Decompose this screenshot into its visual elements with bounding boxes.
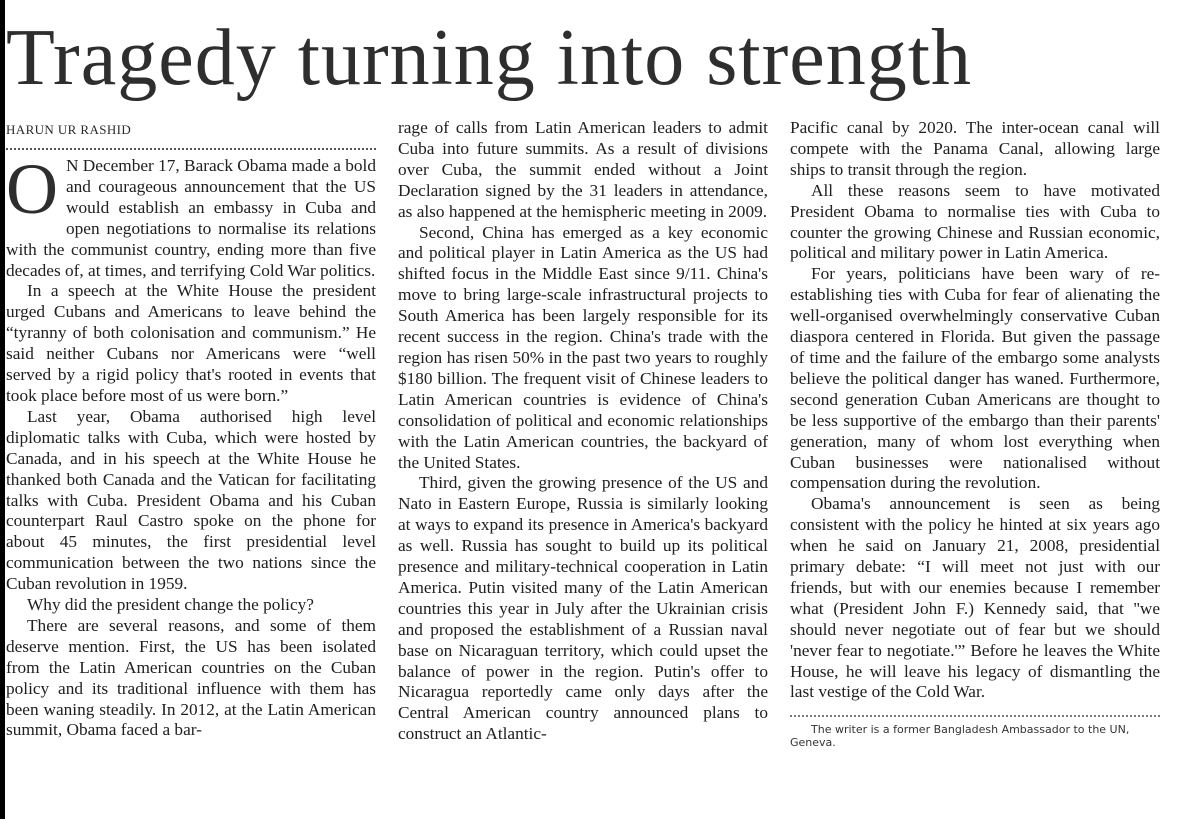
- author-byline: HARUN UR RASHID: [6, 122, 132, 137]
- drop-cap: O: [6, 149, 58, 229]
- paragraph: There are several reasons, and some of them deserve mention. First, the US has been isolated from the Latin American countries on the Cuban policy and its traditional influence with them has been waning steadily. In 2012, at the Latin American summit, Obama faced a bar-: [6, 615, 376, 740]
- paragraph: Pacific canal by 2020. The inter-ocean canal will compete with the Panama Canal, allowing large ships to transit through the region.: [790, 118, 1160, 179]
- footer-divider: [790, 715, 1160, 717]
- paragraph: Obama's announcement is seen as being consistent with the policy he hinted at six years ago when he said on January 21, 2008, presidential primary debate: “I will meet not just with our friends, but with our enemies because I remember what (President John F.) Kennedy said, that ''we should never negotiate out of fear but we should 'never fear to negotiate.'” Before he leaves the White House, he will leave his legacy of dismantling the last vestige of the Cold War.: [790, 494, 1160, 702]
- article-headline: Tragedy turning into strength: [6, 14, 972, 102]
- paragraph: In a speech at the White House the president urged Cubans and Americans to leave behind the “tyranny of both colonisation and communism.” He said neither Cubans nor Americans were “well served by a rigid policy that's rooted in events that took place before most of us were born.”: [6, 281, 376, 405]
- article-column-1: [6, 118, 376, 819]
- paragraph: Why did the president change the policy?: [27, 595, 314, 615]
- paragraph: Second, China has emerged as a key economic and political player in Latin America as the US had shifted focus in the Middle East since 9/11. China's move to bring large-scale infrastructural projects to South America has been largely responsible for its recent success in the region. China's trade with the region has risen 50% in the past two years to roughly $180 billion. The frequent visit of Chinese leaders to Latin American countries is evidence of China's consolidation of political and economic relationships with the Latin American countries, the backyard of the United States.: [398, 222, 768, 472]
- paragraph: Third, given the growing presence of the US and Nato in Eastern Europe, Russia is similarly looking at ways to expand its presence in America's backyard as well. Russia has sought to build up its political presence and military-technical cooperation in Latin America. Putin visited many of the Latin American countries this year in July after the Ukrainian crisis and proposed the establishment of a Russian naval base on Nicaraguan territory, which could upset the balance of power in the region. Putin's offer to Nicaragua reportedly came only days after the Central American country announced plans to construct an Atlantic-: [398, 473, 768, 744]
- lead-paragraph: [6, 149, 376, 281]
- paragraph: For years, politicians have been wary of re-establishing ties with Cuba for fear of alienating the well-organised overwhelmingly conservative Cuban diaspora centered in Florida. But given the passage of time and the failure of the embargo some analysts believe the political danger has waned. Furthermore, second generation Cuban Americans are thought to be less supportive of the embargo than their parents' generation, many of whom lost everything when Cuban businesses were nationalised without compensation during the revolution.: [790, 264, 1160, 493]
- author-note: The writer is a former Bangladesh Ambassador to the UN, Geneva.: [790, 723, 1130, 750]
- paragraph: Last year, Obama authorised high level diplomatic talks with Cuba, which were hosted by Canada, and in his speech at the White House he thanked both Canada and the Vatican for facilitating talks with Cuba. President Obama and his Cuban counterpart Raul Castro spoke on the phone for about 45 minutes, the first presidential level communication between the two nations since the Cuban revolution in 1959.: [6, 406, 376, 594]
- lead-text: N December 17, Barack Obama made a bold and courageous announcement that the US would establish an embassy in Cuba and open negotiations to normalise its relations with the communist country, ending more than five decades of, at times, and terrifying Cold War politics.: [6, 156, 376, 280]
- left-border-rule: [0, 0, 5, 819]
- article-column-3: [790, 118, 1160, 819]
- paragraph: All these reasons seem to have motivated President Obama to normalise ties with Cuba to counter the growing Chinese and Russian economic, political and military power in Latin America.: [790, 180, 1160, 263]
- article-column-2: [398, 118, 768, 819]
- paragraph: rage of calls from Latin American leaders to admit Cuba into future summits. As a result of divisions over Cuba, the summit ended without a Joint Declaration signed by the 31 leaders in attendance, as also happened at the hemispheric meeting in 2009.: [398, 118, 768, 221]
- byline-divider: [6, 148, 376, 150]
